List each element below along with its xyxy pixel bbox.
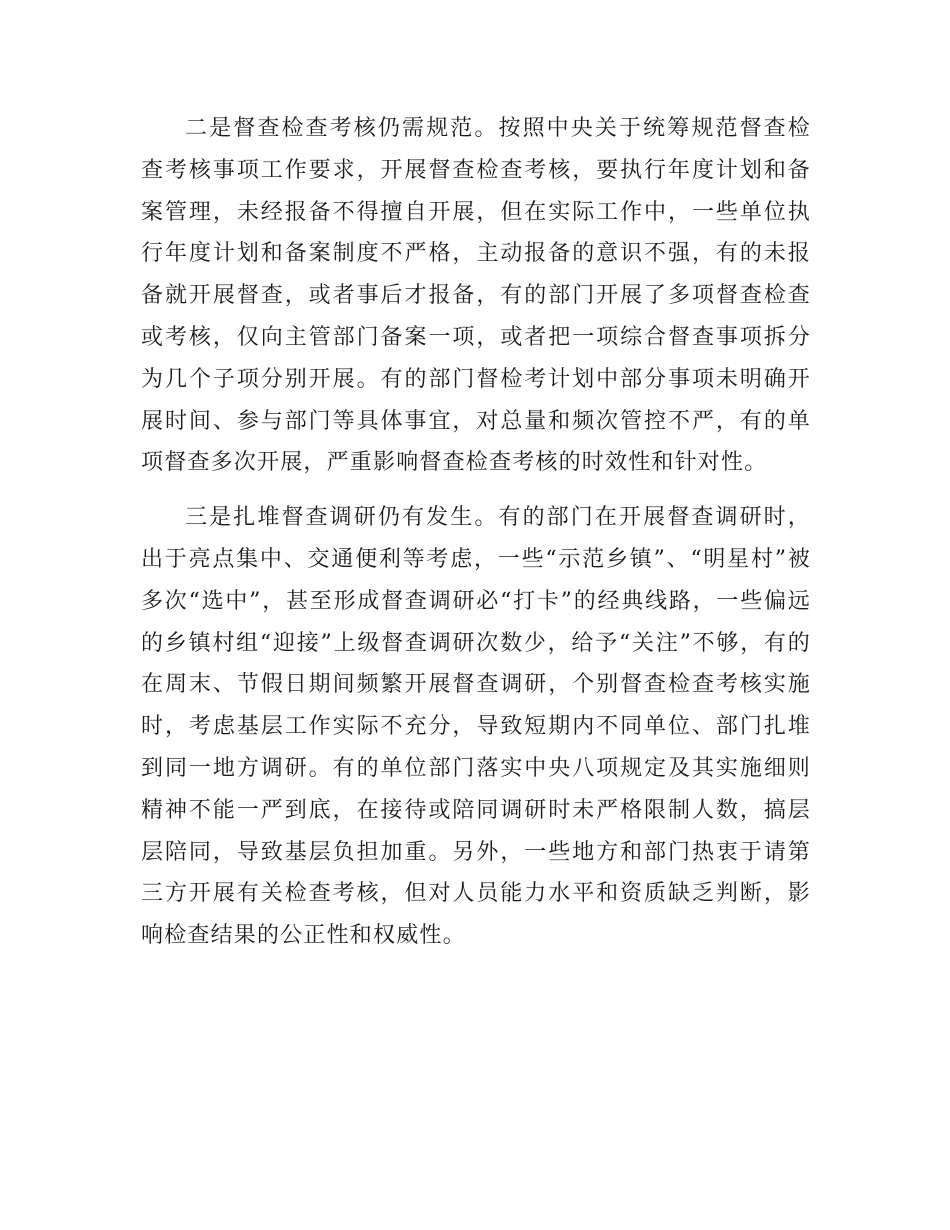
paragraph-supervision-standardization: 二是督查检查考核仍需规范。按照中央关于统筹规范督查检查考核事项工作要求，开展督查检查考核，要执行年度计划和备案管理，未经报备不得擅自开展，但在实际工作中，一些单位执行年度计划和备案制度不严格，主动报备的意识不强，有的未报备就开展督查，或者事后才报备，有的部门开展了多项督查检查或考核，仅向主管部门备案一项，或者把一项综合督查事项拆分为几个子项分别开展。有的部门督检考计划中部分事项未明确开展时间、参与部门等具体事宜，对总量和频次管控不严，有的单项督查多次开展，严重影响督查检查考核的时效性和针对性。: [141, 116, 811, 476]
paragraph-clustered-inspections: 三是扎堆督查调研仍有发生。有的部门在开展督查调研时，出于亮点集中、交通便利等考虑，一些“示范乡镇”、“明星村”被多次“选中”，甚至形成督查调研必“打卡”的经典线路，一些偏远的乡镇村组“迎接”上级督查调研次数少，给予“关注”不够，有的在周末、节假日期间频繁开展督查调研，个别督查检查考核实施时，考虑基层工作实际不充分，导致短期内不同单位、部门扎堆到同一地方调研。有的单位部门落实中央八项规定及其实施细则精神不能一严到底，在接待或陪同调研时未严格限制人数，搞层层陪同，导致基层负担加重。另外，一些地方和部门热衷于请第三方开展有关检查考核，但对人员能力水平和资质缺乏判断，影响检查结果的公正性和权威性。: [141, 505, 811, 949]
document-body: [141, 108, 811, 957]
